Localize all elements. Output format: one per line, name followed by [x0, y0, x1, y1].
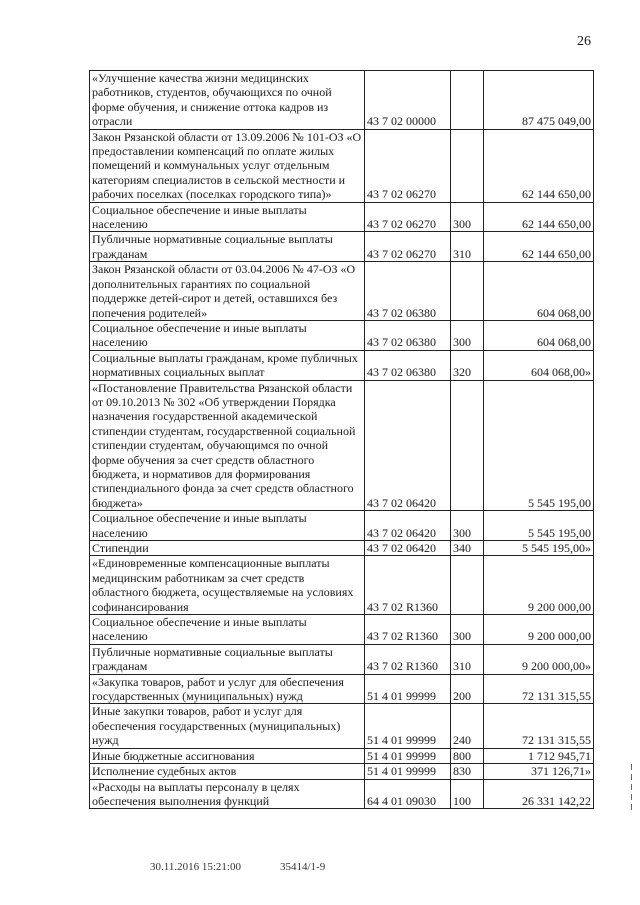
row-code-cell: 43 7 02 06420: [365, 541, 451, 556]
row-type-cell: 830: [451, 764, 484, 779]
row-type-cell: 310: [451, 232, 484, 262]
row-code-cell: 43 7 02 06270: [365, 232, 451, 262]
row-code-cell: 43 7 02 R1360: [365, 615, 451, 645]
row-name-cell: «Закупка товаров, работ и услуг для обеспечения государственных (муниципальных) нужд: [90, 674, 365, 704]
row-amount-cell: 5 545 195,00»: [484, 541, 594, 556]
row-code-cell: 51 4 01 99999: [365, 764, 451, 779]
row-name-cell: Социальное обеспечение и иные выплаты населению: [90, 615, 365, 645]
row-code-cell: 51 4 01 99999: [365, 674, 451, 704]
table-row: [90, 615, 594, 645]
row-type-cell: 300: [451, 202, 484, 232]
row-name-cell: Иные закупки товаров, работ и услуг для обеспечения государственных (муниципальных) нужд: [90, 704, 365, 748]
table-row: [90, 704, 594, 748]
row-code-cell: 43 7 02 06420: [365, 380, 451, 511]
table-row: [90, 129, 594, 202]
table-row: [90, 764, 594, 779]
row-type-cell: 340: [451, 541, 484, 556]
row-name-cell: «Единовременные компенсационные выплаты медицинским работникам за счет средств областного бюджета, осуществляемые на условиях софинансирования: [90, 556, 365, 615]
row-type-cell: [451, 71, 484, 130]
row-name-cell: Социальные выплаты гражданам, кроме публичных нормативных социальных выплат: [90, 350, 365, 380]
row-name-cell: Закон Рязанской области от 03.04.2006 № 47-ОЗ «О дополнительных гарантиях по социальной поддержке детей-сирот и детей, оставшихся без попечения родителей»: [90, 262, 365, 321]
footer-document-id: 35414/1-9: [280, 861, 326, 873]
row-name-cell: Публичные нормативные социальные выплаты гражданам: [90, 232, 365, 262]
row-amount-cell: 5 545 195,00: [484, 511, 594, 541]
table-row: [90, 71, 594, 130]
row-type-cell: [451, 556, 484, 615]
row-amount-cell: 9 200 000,00»: [484, 644, 594, 674]
row-code-cell: 43 7 02 06420: [365, 511, 451, 541]
row-type-cell: 800: [451, 748, 484, 763]
row-name-cell: Исполнение судебных актов: [90, 764, 365, 779]
table-row: [90, 350, 594, 380]
row-code-cell: 43 7 02 06270: [365, 202, 451, 232]
row-amount-cell: 62 144 650,00: [484, 202, 594, 232]
table-row: [90, 380, 594, 511]
row-name-cell: «Постановление Правительства Рязанской области от 09.10.2013 № 302 «Об утверждении Порядка назначения государственной академической стипендии студентам, государственной социальной стипендии студентам, обучающимся по очной форме обучения за счет средств областного бюджета, и нормативов для формирования стипендиального фонда за счет средств областного бюджета»: [90, 380, 365, 511]
row-type-cell: 100: [451, 779, 484, 809]
row-amount-cell: 9 200 000,00: [484, 556, 594, 615]
row-amount-cell: 26 331 142,22: [484, 779, 594, 809]
table-row: [90, 748, 594, 763]
row-type-cell: 200: [451, 674, 484, 704]
row-type-cell: 300: [451, 615, 484, 645]
margin-marks: [631, 764, 634, 814]
row-code-cell: 43 7 02 06380: [365, 320, 451, 350]
table-row: [90, 674, 594, 704]
row-type-cell: 300: [451, 320, 484, 350]
table-row: [90, 541, 594, 556]
row-amount-cell: 9 200 000,00: [484, 615, 594, 645]
row-amount-cell: 604 068,00: [484, 320, 594, 350]
row-code-cell: 43 7 02 06270: [365, 129, 451, 202]
row-amount-cell: 87 475 049,00: [484, 71, 594, 130]
row-name-cell: Закон Рязанской области от 13.09.2006 № 101-ОЗ «О предоставлении компенсаций по оплате жилых помещений и коммунальных услуг отдельным категориям специалистов в сельской местности и рабочих поселках (поселках городского типа)»: [90, 129, 365, 202]
row-amount-cell: 1 712 945,71: [484, 748, 594, 763]
row-amount-cell: 72 131 315,55: [484, 704, 594, 748]
row-code-cell: 43 7 02 06380: [365, 350, 451, 380]
row-name-cell: Иные бюджетные ассигнования: [90, 748, 365, 763]
row-code-cell: 64 4 01 09030: [365, 779, 451, 809]
page-number: 26: [577, 34, 591, 49]
row-code-cell: 43 7 02 R1360: [365, 556, 451, 615]
row-amount-cell: 604 068,00: [484, 262, 594, 321]
row-type-cell: 320: [451, 350, 484, 380]
row-code-cell: 43 7 02 06380: [365, 262, 451, 321]
row-type-cell: 300: [451, 511, 484, 541]
row-code-cell: 51 4 01 99999: [365, 748, 451, 763]
table-row: [90, 202, 594, 232]
table-row: [90, 511, 594, 541]
row-amount-cell: 62 144 650,00: [484, 232, 594, 262]
budget-table: [89, 70, 594, 809]
row-amount-cell: 62 144 650,00: [484, 129, 594, 202]
table-row: [90, 556, 594, 615]
row-type-cell: 310: [451, 644, 484, 674]
row-amount-cell: 72 131 315,55: [484, 674, 594, 704]
row-name-cell: Социальное обеспечение и иные выплаты населению: [90, 202, 365, 232]
row-code-cell: 43 7 02 R1360: [365, 644, 451, 674]
row-amount-cell: 5 545 195,00: [484, 380, 594, 511]
footer-timestamp: 30.11.2016 15:21:00: [150, 861, 241, 873]
row-type-cell: [451, 129, 484, 202]
row-name-cell: Социальное обеспечение и иные выплаты населению: [90, 320, 365, 350]
table-row: [90, 232, 594, 262]
row-name-cell: Публичные нормативные социальные выплаты гражданам: [90, 644, 365, 674]
row-type-cell: [451, 262, 484, 321]
row-amount-cell: 371 126,71»: [484, 764, 594, 779]
row-name-cell: «Улучшение качества жизни медицинских работников, студентов, обучающихся по очной форме обучения, и снижение оттока кадров из отрасли: [90, 71, 365, 130]
row-name-cell: Социальное обеспечение и иные выплаты населению: [90, 511, 365, 541]
row-type-cell: 240: [451, 704, 484, 748]
row-code-cell: 43 7 02 00000: [365, 71, 451, 130]
table-row: [90, 320, 594, 350]
table-row: [90, 262, 594, 321]
row-amount-cell: 604 068,00»: [484, 350, 594, 380]
row-code-cell: 51 4 01 99999: [365, 704, 451, 748]
row-name-cell: «Расходы на выплаты персоналу в целях обеспечения выполнения функций: [90, 779, 365, 809]
row-name-cell: Стипендии: [90, 541, 365, 556]
table-row: [90, 779, 594, 809]
table-row: [90, 644, 594, 674]
row-type-cell: [451, 380, 484, 511]
budget-table-body: [90, 71, 594, 809]
